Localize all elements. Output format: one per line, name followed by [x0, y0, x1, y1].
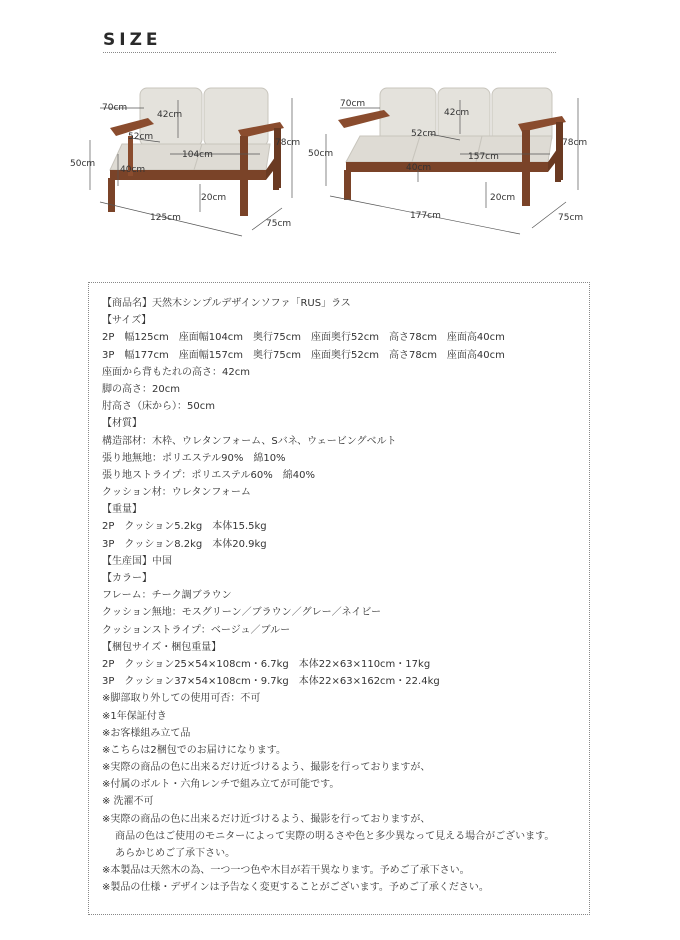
spec-line: 脚の高さ：20cm: [102, 383, 180, 395]
sofa-3p-depth-label: 75cm: [558, 213, 584, 223]
sofa-3p-width-label: 177cm: [410, 211, 441, 221]
spec-line: 【材質】: [102, 418, 142, 430]
spec-line: クッション無地：モスグリーン／ブラウン／グレー／ネイビー: [102, 607, 381, 619]
spec-line: ※こちらは2梱包でのお届けになります。: [102, 744, 286, 756]
spec-line: 張り地無地：ポリエステル90% 綿10%: [102, 452, 286, 464]
sofa-3p-leg-height-label: 20cm: [490, 193, 516, 203]
spec-line: 【サイズ】: [102, 315, 152, 327]
spec-line: あらかじめご了承下さい。: [102, 848, 236, 859]
sofa-2p-seat-width-label: 104cm: [182, 150, 213, 160]
sofa-2p-diagram: [70, 78, 310, 248]
heading-divider: [103, 52, 556, 53]
size-heading: SIZE: [103, 30, 162, 50]
sofa-3p-seat-width-label: 157cm: [468, 152, 499, 162]
spec-line: ※製品の仕様・デザインは予告なく変更することがございます。予めご了承ください。: [102, 882, 489, 894]
spec-line: 【商品名】天然木シンプルデザインソファ「RUS」ラス: [102, 298, 351, 309]
spec-line: 3P クッション8.2kg 本体20.9kg: [102, 538, 267, 550]
sofa-2p-back-height-label: 42cm: [157, 110, 183, 120]
spec-line: 2P クッション5.2kg 本体15.5kg: [102, 521, 267, 533]
sofa-3p-back-height-label: 42cm: [444, 108, 470, 118]
spec-line: ※付属のボルト・六角レンチで組み立てが可能です。: [102, 779, 340, 791]
spec-line: 3P クッション37×54×108cm・9.7kg 本体22×63×162cm・22.4kg: [102, 676, 440, 688]
spec-line: 【生産国】中国: [102, 555, 172, 567]
sofa-2p-leg-height-label: 20cm: [201, 193, 227, 203]
spec-line: ※ 洗濯不可: [102, 796, 154, 808]
sofa-2p-arm-height-label: 50cm: [70, 159, 96, 169]
spec-line: 3P 幅177cm 座面幅157cm 奥行75cm 座面奥行52cm 高さ78cm 座面高40cm: [102, 349, 505, 361]
spec-line: ※脚部取り外しての使用可否：不可: [102, 693, 261, 705]
spec-line: ※本製品は天然木の為、一つ一つ色や木目が若干異なります。予めご了承下さい。: [102, 865, 470, 877]
spec-line: 座面から背もたれの高さ：42cm: [102, 366, 250, 378]
sofa-3p-height-label: 78cm: [562, 138, 588, 148]
spec-line: ※お客様組み立て品: [102, 727, 191, 739]
sofa-3p-diagram: [300, 78, 600, 248]
sofa-3p-seat-height-label: 40cm: [406, 163, 432, 173]
sofa-2p-depth-label: 75cm: [266, 219, 292, 229]
spec-line: クッションストライプ：ベージュ／ブルー: [102, 624, 291, 636]
spec-line: ※実際の商品の色に出来るだけ近づけるよう、撮影を行っておりますが、: [102, 762, 431, 774]
spec-line: 商品の色はご使用のモニターによって実際の明るさや色と多少異なって見える場合がございます。: [102, 830, 555, 842]
spec-line: フレーム：チーク調ブラウン: [102, 590, 232, 602]
sofa-2p-depth-arm-label: 70cm: [102, 103, 128, 113]
sofa-3p-depth-arm-label: 70cm: [340, 99, 366, 109]
spec-line: 肘高さ（床から）：50cm: [102, 401, 215, 413]
sofa-2p-height-label: 78cm: [275, 138, 301, 148]
spec-line: 【重量】: [102, 504, 142, 516]
sofa-3p-seat-depth-label: 52cm: [411, 129, 437, 139]
spec-line: ※1年保証付き: [102, 710, 167, 722]
sofa-2p-width-label: 125cm: [150, 213, 181, 223]
sofa-2p-seat-depth-label: 52cm: [128, 132, 154, 142]
spec-line: クッション材：ウレタンフォーム: [102, 487, 251, 499]
sofa-2p-seat-height-label: 40cm: [120, 165, 146, 175]
sofa-3p-arm-height-label: 50cm: [308, 149, 334, 159]
spec-line: ※実際の商品の色に出来るだけ近づけるよう、撮影を行っておりますが、: [102, 813, 431, 825]
spec-line: 【梱包サイズ・梱包重量】: [102, 641, 222, 653]
spec-line: 構造部材：木枠、ウレタンフォーム、Sバネ、ウェービングベルト: [102, 435, 397, 447]
spec-line: 【カラー】: [102, 573, 152, 584]
spec-line: 張り地ストライプ：ポリエステル60% 綿40%: [102, 469, 315, 481]
spec-line: 2P クッション25×54×108cm・6.7kg 本体22×63×110cm・17kg: [102, 658, 431, 670]
spec-list: [102, 295, 588, 897]
spec-line: 2P 幅125cm 座面幅104cm 奥行75cm 座面奥行52cm 高さ78cm 座面高40cm: [102, 332, 505, 344]
